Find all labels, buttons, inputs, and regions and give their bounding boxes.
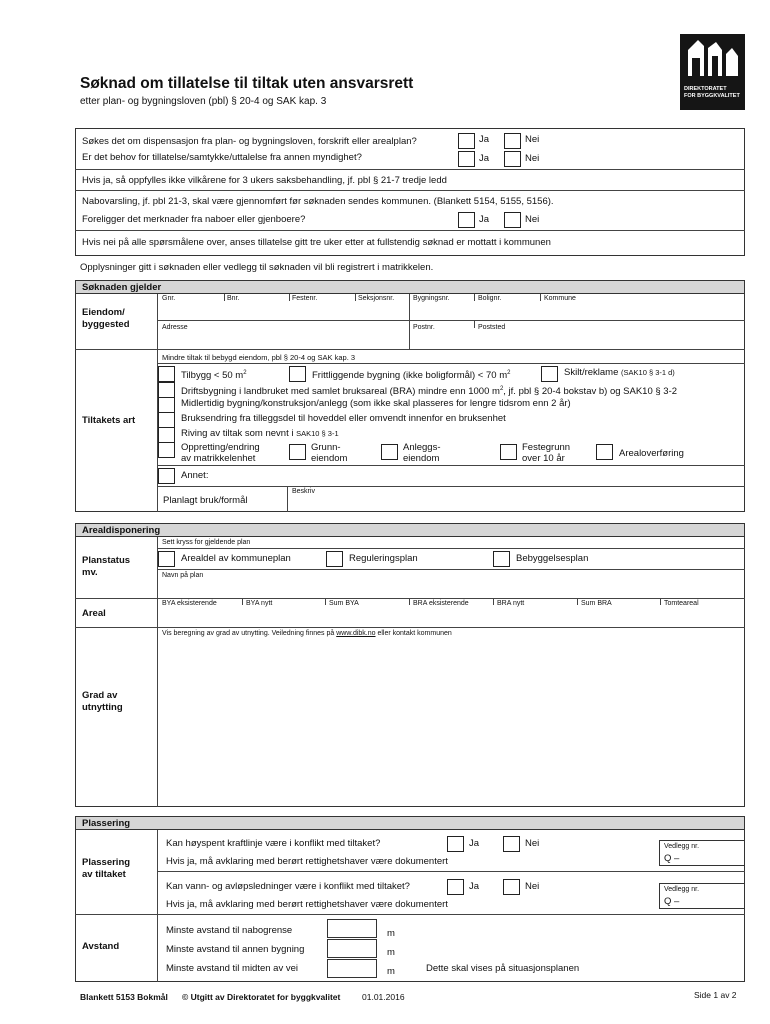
skilt-label: Skilt/reklame (SAK10 § 3-1 d) bbox=[564, 367, 675, 378]
field-bnr[interactable]: Bnr. bbox=[227, 295, 240, 302]
eiendom-label: Eiendom/ byggested bbox=[82, 307, 130, 330]
dibk-link[interactable]: www.dibk.no bbox=[336, 630, 376, 637]
arealoverforing-label: Arealoverføring bbox=[619, 448, 684, 459]
vann-nei-checkbox[interactable] bbox=[503, 879, 520, 895]
vedlegg-label-2: Vedlegg nr. bbox=[664, 886, 700, 893]
areal-header: Arealdisponering bbox=[76, 524, 744, 537]
midlertidig-label: Midlertidig bygning/konstruksjon/anlegg (som ikke skal plasseres for lengre tidsrom enn 2 år) bbox=[181, 398, 571, 409]
field-poststed[interactable]: Poststed bbox=[478, 324, 506, 331]
intro-q3-ja-label: Ja bbox=[479, 214, 490, 225]
grad-av-utnytting-label: Grad av utnytting bbox=[82, 690, 123, 713]
hoyspent-question: Kan høyspent kraftlinje være i konflikt med tiltaket? bbox=[166, 838, 381, 849]
avstand-bygning-input[interactable] bbox=[327, 939, 377, 958]
tilbygg-checkbox[interactable] bbox=[158, 366, 175, 382]
field-gnr[interactable]: Gnr. bbox=[162, 295, 176, 302]
footer-utgitt: © Utgitt av Direktoratet for byggkvalitet bbox=[182, 992, 341, 1002]
drift-label: Driftsbygning i landbruket med samlet bruksareal (BRA) mindre enn 1000 $m^2$, jf. pbl § 20-4 bokstav b) og SAK10 § 3-2 bbox=[181, 386, 678, 398]
vedlegg-value-2: Q – bbox=[664, 896, 680, 907]
navn-paa-plan-field[interactable]: Navn på plan bbox=[162, 572, 204, 579]
midlertidig-checkbox[interactable] bbox=[158, 397, 175, 413]
bebyggelsesplan-label: Bebyggelsesplan bbox=[516, 553, 589, 564]
riving-label: Riving av tiltak som nevnt i SAK10 § 3-1 bbox=[181, 428, 339, 439]
avstand-nabogrense-input[interactable] bbox=[327, 919, 377, 938]
reguleringsplan-checkbox[interactable] bbox=[326, 551, 343, 567]
dibk-logo-mark-icon bbox=[680, 34, 745, 84]
field-bolignr[interactable]: Bolignr. bbox=[478, 295, 502, 302]
field-festenr[interactable]: Festenr. bbox=[292, 295, 318, 302]
field-tomteareal[interactable]: Tomteareal bbox=[664, 600, 699, 607]
avstand-nabogrense-label: Minste avstand til nabogrense bbox=[166, 925, 293, 936]
areal-label: Areal bbox=[82, 608, 106, 619]
soknaden-header: Søknaden gjelder bbox=[76, 281, 744, 294]
areal-section bbox=[75, 523, 745, 807]
avstand-bygning-label: Minste avstand til annen bygning bbox=[166, 944, 305, 955]
field-postnr[interactable]: Postnr. bbox=[413, 324, 435, 331]
arealdel-checkbox[interactable] bbox=[158, 551, 175, 567]
logo-text-2: FOR BYGGKVALITET bbox=[684, 93, 740, 99]
intro-q1-ja-label: Ja bbox=[479, 134, 490, 145]
unit-m-2: m bbox=[387, 947, 395, 958]
frittliggende-checkbox[interactable] bbox=[289, 366, 306, 382]
frittliggende-label: Frittliggende bygning (ikke boligformål) < 70 $m^2$ bbox=[312, 370, 511, 382]
oppretting-checkbox[interactable] bbox=[158, 442, 175, 458]
field-seksjonsnr[interactable]: Seksjonsnr. bbox=[358, 295, 395, 302]
logo-text-1: DIREKTORATET bbox=[684, 86, 727, 92]
intro-nabovarsling-text: Nabovarsling, jf. pbl 21-3, skal være gjennomført før søknaden sendes kommunen. (Blankett 5154, 5155, 5156). bbox=[82, 196, 554, 207]
skilt-checkbox[interactable] bbox=[541, 366, 558, 382]
intro-q-merknader: Foreligger det merknader fra naboer eller gjenboere? bbox=[82, 214, 306, 225]
intro-q-dispensasjon: Søkes det om dispensasjon fra plan- og bygningsloven, forskrift eller arealplan? bbox=[82, 136, 417, 147]
hoyspent-ja-checkbox[interactable] bbox=[447, 836, 464, 852]
beskriv-field[interactable]: Beskriv bbox=[292, 488, 315, 495]
anleggseiendom-checkbox[interactable] bbox=[381, 444, 398, 460]
vedlegg-value-1: Q – bbox=[664, 853, 680, 864]
hoyspent-ja-label: Ja bbox=[469, 838, 480, 849]
unit-m-1: m bbox=[387, 928, 395, 939]
vedlegg-label-1: Vedlegg nr. bbox=[664, 843, 700, 850]
intro-q2-ja-label: Ja bbox=[479, 153, 490, 164]
tiltak-header: Mindre tiltak til bebygd eiendom, pbl § 20-4 og SAK kap. 3 bbox=[162, 353, 356, 362]
hoyspent-nei-label: Nei bbox=[525, 838, 540, 849]
vann-ja-label: Ja bbox=[469, 881, 480, 892]
bruksendring-label: Bruksendring fra tilleggsdel til hoveddel eller omvendt innenfor en bruksenhet bbox=[181, 413, 506, 424]
unit-m-3: m bbox=[387, 966, 395, 977]
field-bra-nytt[interactable]: BRA nytt bbox=[497, 600, 525, 607]
vann-nei-label: Nei bbox=[525, 881, 540, 892]
vann-avlop-note: Hvis ja, må avklaring med berørt rettighetshaver være dokumentert bbox=[166, 899, 448, 910]
grunneiendom-checkbox[interactable] bbox=[289, 444, 306, 460]
intro-tillatelse-text: Hvis nei på alle spørsmålene over, anses tillatelse gitt tre uker etter at fullstendig søknad er mottatt i kommunen bbox=[82, 237, 551, 248]
intro-q3-nei-label: Nei bbox=[525, 214, 540, 225]
footer-date: 01.01.2016 bbox=[362, 992, 405, 1002]
intro-q-myndighet: Er det behov for tillatelse/samtykke/uttalelse fra annen myndighet? bbox=[82, 152, 362, 163]
annet-label: Annet: bbox=[181, 470, 209, 481]
intro-q2-ja-checkbox[interactable] bbox=[458, 151, 475, 167]
grunneiendom-label: Grunn- eiendom bbox=[311, 442, 348, 464]
plassering-header: Plassering bbox=[76, 817, 744, 830]
situasjonsplan-note: Dette skal vises på situasjonsplanen bbox=[426, 963, 580, 974]
field-sum-bra[interactable]: Sum BRA bbox=[581, 600, 612, 607]
tilbygg-label: Tilbygg < 50 $m^2$ bbox=[181, 370, 247, 382]
riving-checkbox[interactable] bbox=[158, 427, 175, 443]
festegrunn-checkbox[interactable] bbox=[500, 444, 517, 460]
vann-avlop-question: Kan vann- og avløpsledninger være i konflikt med tiltaket? bbox=[166, 881, 410, 892]
page-subtitle: etter plan- og bygningsloven (pbl) § 20-4 og SAK kap. 3 bbox=[80, 96, 327, 107]
dibk-logo bbox=[680, 34, 745, 110]
arealoverforing-checkbox[interactable] bbox=[596, 444, 613, 460]
festegrunn-label: Festegrunn over 10 år bbox=[522, 442, 571, 464]
avstand-vei-label: Minste avstand til midten av vei bbox=[166, 963, 299, 974]
intro-q2-nei-checkbox[interactable] bbox=[504, 151, 521, 167]
field-bya-nytt[interactable]: BYA nytt bbox=[246, 600, 273, 607]
intro-q3-nei-checkbox[interactable] bbox=[504, 212, 521, 228]
oppretting-label: Oppretting/endring av matrikkelenhet bbox=[181, 442, 260, 464]
planstatus-label: Planstatus mv. bbox=[82, 555, 131, 578]
avstand-label: Avstand bbox=[82, 941, 120, 952]
field-kommune[interactable]: Kommune bbox=[544, 295, 576, 302]
footer-blankett: Blankett 5153 Bokmål bbox=[80, 992, 168, 1002]
field-bra-eksisterende[interactable]: BRA eksisterende bbox=[413, 600, 469, 607]
intro-q1-ja-checkbox[interactable] bbox=[458, 133, 475, 149]
intro-saksbehandling-text: Hvis ja, så oppfylles ikke vilkårene for 3 ukers saksbehandling, jf. pbl § 21-7 tredje ledd bbox=[82, 175, 447, 186]
arealdel-label: Arealdel av kommuneplan bbox=[181, 553, 291, 564]
field-bygningsnr[interactable]: Bygningsnr. bbox=[413, 295, 450, 302]
planlagt-label: Planlagt bruk/formål bbox=[163, 495, 248, 506]
field-sum-bya[interactable]: Sum BYA bbox=[329, 600, 359, 607]
footer-page: Side 1 av 2 bbox=[694, 990, 737, 1000]
bebyggelsesplan-checkbox[interactable] bbox=[493, 551, 510, 567]
hoyspent-nei-checkbox[interactable] bbox=[503, 836, 520, 852]
intro-q3-ja-checkbox[interactable] bbox=[458, 212, 475, 228]
intro-q2-nei-label: Nei bbox=[525, 153, 540, 164]
avstand-vei-input[interactable] bbox=[327, 959, 377, 978]
intro-q1-nei-label: Nei bbox=[525, 134, 540, 145]
matrikkel-note: Opplysninger gitt i søknaden eller vedlegg til søknaden vil bli registrert i matrikkelen. bbox=[80, 262, 434, 273]
field-adresse[interactable]: Adresse bbox=[162, 324, 188, 331]
anleggseiendom-label: Anleggs- eiendom bbox=[403, 442, 441, 464]
vis-beregning-text: Vis beregning av grad av utnytting. Veiledning finnes på www.dibk.no eller kontakt kommunen bbox=[162, 630, 452, 637]
tiltak-label: Tiltakets art bbox=[82, 415, 136, 426]
intro-q1-nei-checkbox[interactable] bbox=[504, 133, 521, 149]
plassering-label: Plassering av tiltaket bbox=[82, 857, 131, 880]
sett-kryss-text: Sett kryss for gjeldende plan bbox=[162, 539, 251, 546]
drift-checkbox[interactable] bbox=[158, 382, 175, 398]
page-title: Søknad om tillatelse til tiltak uten ansvarsrett bbox=[80, 75, 414, 92]
vann-ja-checkbox[interactable] bbox=[447, 879, 464, 895]
reguleringsplan-label: Reguleringsplan bbox=[349, 553, 418, 564]
bruksendring-checkbox[interactable] bbox=[158, 412, 175, 428]
hoyspent-note: Hvis ja, må avklaring med berørt rettighetshaver være dokumentert bbox=[166, 856, 448, 867]
field-bya-eksisterende[interactable]: BYA eksisterende bbox=[162, 600, 217, 607]
annet-checkbox[interactable] bbox=[158, 468, 175, 484]
